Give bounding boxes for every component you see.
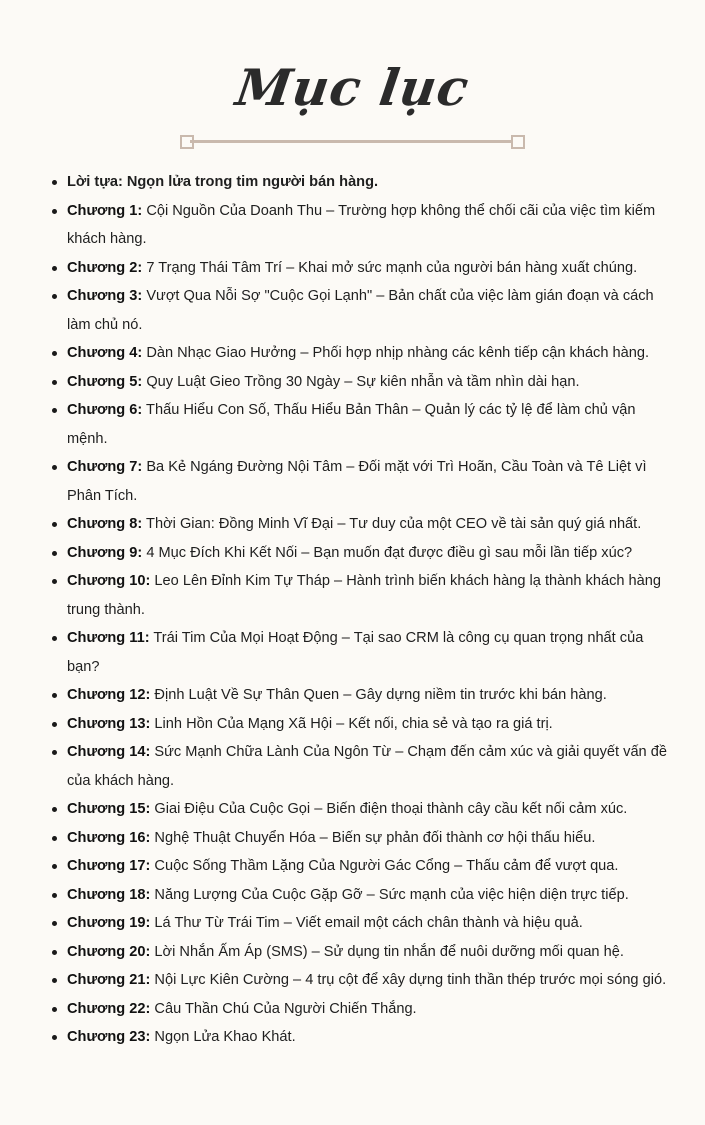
chapter-title: Thấu Hiểu Con Số, Thấu Hiểu Bản Thân – Quản lý các tỷ lệ để làm chủ vận mệnh. xyxy=(67,402,636,447)
toc-item-preface xyxy=(52,168,667,197)
toc-item-chapter-8 xyxy=(52,510,667,539)
title-divider xyxy=(180,135,525,149)
chapter-title: Nghệ Thuật Chuyển Hóa – Biến sự phản đối thành cơ hội thấu hiểu. xyxy=(150,829,596,846)
divider-right-cap xyxy=(511,135,525,149)
chapter-title: Lá Thư Từ Trái Tim – Viết email một cách chân thành và hiệu quả. xyxy=(150,915,583,931)
chapter-label: Chương 20: xyxy=(67,943,151,960)
chapter-title: Dàn Nhạc Giao Hưởng – Phối hợp nhịp nhàng các kênh tiếp cận khách hàng. xyxy=(142,345,650,361)
toc-item-chapter-19 xyxy=(52,909,667,938)
toc-item-chapter-6 xyxy=(52,396,667,453)
chapter-label: Chương 4: xyxy=(67,345,143,361)
chapter-label: Chương 10: xyxy=(67,573,151,589)
chapter-title: Nội Lực Kiên Cường – 4 trụ cột để xây dựng tinh thần thép trước mọi sóng gió. xyxy=(150,972,667,988)
chapter-label: Chương 9: xyxy=(67,544,143,561)
chapter-label: Chương 12: xyxy=(67,687,151,703)
chapter-title: Cuộc Sống Thầm Lặng Của Người Gác Cổng – Thấu cảm để vượt qua. xyxy=(150,858,619,874)
toc-item-chapter-2 xyxy=(52,254,667,283)
toc-item-chapter-16 xyxy=(52,824,667,853)
chapter-title: Câu Thần Chú Của Người Chiến Thắng. xyxy=(150,1000,417,1017)
chapter-title: Quy Luật Gieo Trồng 30 Ngày – Sự kiên nhẫn và tầm nhìn dài hạn. xyxy=(142,373,580,390)
chapter-title: 4 Mục Đích Khi Kết Nối – Bạn muốn đạt được điều gì sau mỗi lần tiếp xúc? xyxy=(142,544,633,561)
chapter-label: Chương 13: xyxy=(67,715,151,732)
toc-item-chapter-12 xyxy=(52,681,667,710)
toc-item-chapter-14 xyxy=(52,738,667,795)
toc-item-chapter-20 xyxy=(52,938,667,967)
toc-item-chapter-15 xyxy=(52,795,667,824)
chapter-title: Cội Nguồn Của Doanh Thu – Trường hợp không thể chối cãi của việc tìm kiếm khách hàng. xyxy=(67,202,656,247)
toc-item-chapter-1 xyxy=(52,197,667,254)
table-of-contents xyxy=(52,168,667,1052)
toc-item-chapter-4 xyxy=(52,339,667,368)
toc-item-chapter-3 xyxy=(52,282,667,339)
chapter-title: Giai Điệu Của Cuộc Gọi – Biến điện thoại thành cây cầu kết nối cảm xúc. xyxy=(150,801,628,817)
toc-item-chapter-13 xyxy=(52,710,667,739)
toc-item-chapter-21 xyxy=(52,966,667,995)
chapter-title: Trái Tim Của Mọi Hoạt Động – Tại sao CRM là công cụ quan trọng nhất của bạn? xyxy=(67,630,644,675)
chapter-label: Chương 22: xyxy=(67,1000,151,1017)
chapter-title: Sức Mạnh Chữa Lành Của Ngôn Từ – Chạm đến cảm xúc và giải quyết vấn đề của khách hàng. xyxy=(67,744,667,789)
chapter-title: Ba Kẻ Ngáng Đường Nội Tâm – Đối mặt với Trì Hoãn, Cầu Toàn và Tê Liệt vì Phân Tích. xyxy=(67,459,647,504)
toc-item-chapter-11 xyxy=(52,624,667,681)
chapter-title: Linh Hồn Của Mạng Xã Hội – Kết nối, chia sẻ và tạo ra giá trị. xyxy=(150,715,553,732)
chapter-label: Chương 6: xyxy=(67,402,143,418)
chapter-label: Chương 3: xyxy=(67,288,143,304)
chapter-title: Ngọn Lửa Khao Khát. xyxy=(150,1029,296,1045)
chapter-label: Chương 2: xyxy=(67,259,143,276)
toc-item-chapter-22 xyxy=(52,995,667,1024)
chapter-title: Thời Gian: Đồng Minh Vĩ Đại – Tư duy của một CEO về tài sản quý giá nhất. xyxy=(142,516,642,532)
toc-item-chapter-23 xyxy=(52,1023,667,1052)
chapter-label: Chương 1: xyxy=(67,202,143,219)
chapter-label: Chương 8: xyxy=(67,516,143,532)
chapter-label: Chương 18: xyxy=(67,886,151,903)
toc-item-chapter-5 xyxy=(52,368,667,397)
chapter-title: Vượt Qua Nỗi Sợ "Cuộc Gọi Lạnh" – Bản chất của việc làm gián đoạn và cách làm chủ nó. xyxy=(67,288,654,333)
chapter-label: Chương 21: xyxy=(67,972,151,988)
chapter-title: 7 Trạng Thái Tâm Trí – Khai mở sức mạnh của người bán hàng xuất chúng. xyxy=(142,259,638,276)
chapter-label: Chương 11: xyxy=(67,630,150,646)
chapter-title: Năng Lượng Của Cuộc Gặp Gỡ – Sức mạnh của việc hiện diện trực tiếp. xyxy=(150,886,629,903)
chapter-label: Chương 17: xyxy=(67,858,151,874)
chapter-title: Định Luật Về Sự Thân Quen – Gây dựng niềm tin trước khi bán hàng. xyxy=(150,687,607,703)
page-title: Mục lục xyxy=(232,58,473,117)
chapter-title: Lời Nhắn Ấm Áp (SMS) – Sử dụng tin nhắn để nuôi dưỡng mối quan hệ. xyxy=(150,943,624,960)
toc-item-chapter-17 xyxy=(52,852,667,881)
toc-item-chapter-7 xyxy=(52,453,667,510)
chapter-label: Chương 16: xyxy=(67,829,151,846)
divider-line xyxy=(190,140,515,143)
preface-text: Lời tựa: Ngọn lửa trong tim người bán hàng. xyxy=(67,174,379,190)
chapter-label: Chương 14: xyxy=(67,744,151,760)
chapter-label: Chương 7: xyxy=(67,459,143,475)
toc-item-chapter-18 xyxy=(52,881,667,910)
chapter-title: Leo Lên Đỉnh Kim Tự Tháp – Hành trình biến khách hàng lạ thành khách hàng trung thành. xyxy=(67,573,662,618)
chapter-label: Chương 23: xyxy=(67,1029,151,1045)
chapter-label: Chương 19: xyxy=(67,915,151,931)
chapter-label: Chương 15: xyxy=(67,801,151,817)
toc-item-chapter-10 xyxy=(52,567,667,624)
chapter-label: Chương 5: xyxy=(67,373,143,390)
toc-item-chapter-9 xyxy=(52,539,667,568)
